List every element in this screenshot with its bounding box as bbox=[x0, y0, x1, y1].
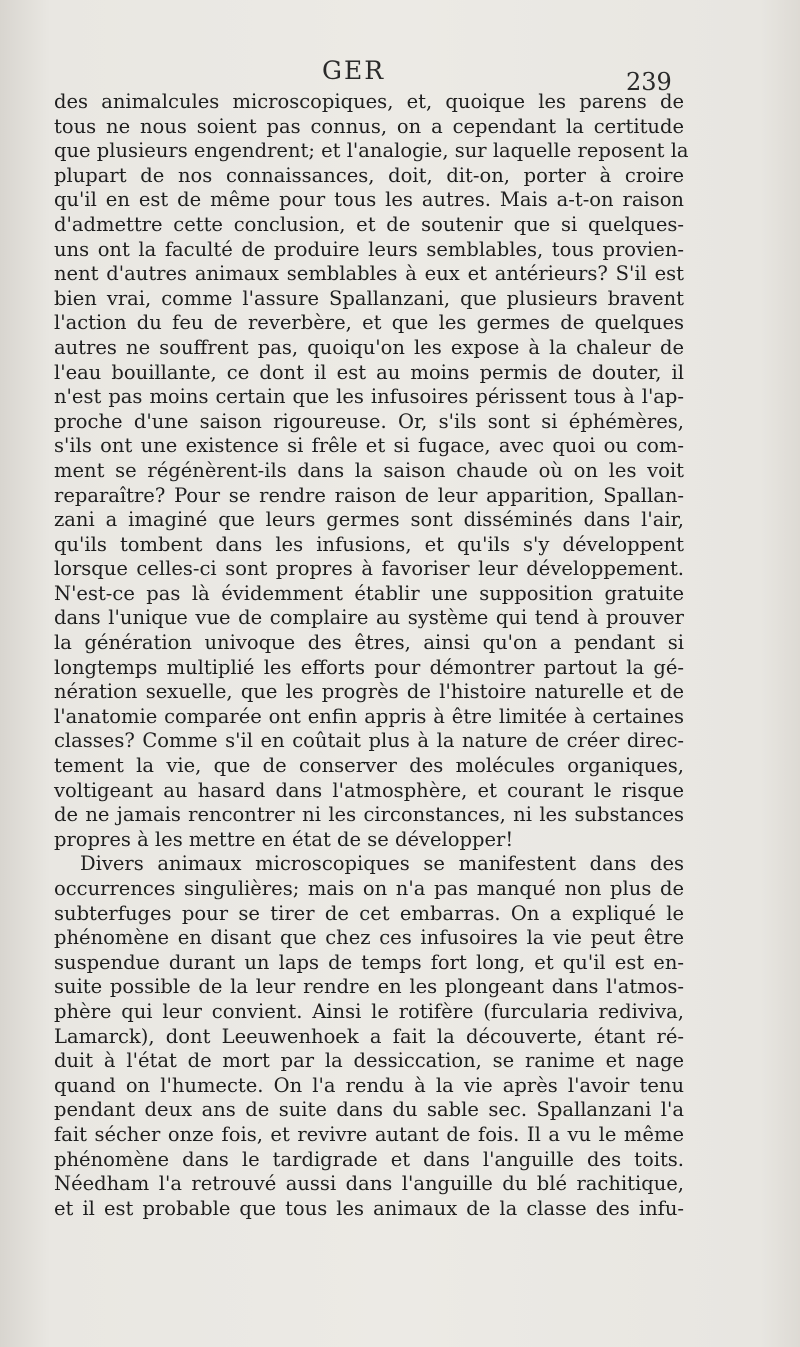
text-line: classes? Comme s'il en coûtait plus à la nature de créer direc- bbox=[54, 729, 684, 753]
text-line: suspendue durant un laps de temps fort long, et qu'il est en- bbox=[54, 950, 684, 974]
text-line: s'ils ont une existence si frêle et si fugace, avec quoi ou com- bbox=[54, 434, 684, 458]
text-line: qu'ils tombent dans les infusions, et qu'ils s'y développent bbox=[54, 532, 684, 556]
text-line: bien vrai, comme l'assure Spallanzani, que plusieurs bravent bbox=[54, 286, 684, 310]
text-line: nération sexuelle, que les progrès de l'histoire naturelle et de bbox=[54, 680, 684, 704]
text-line: l'eau bouillante, ce dont il est au moins permis de douter, il bbox=[54, 360, 684, 384]
body-text bbox=[54, 90, 689, 1221]
text-line: ment se régénèrent-ils dans la saison chaude où on les voit bbox=[54, 458, 684, 482]
text-line: phénomène dans le tardigrade et dans l'anguille des toits. bbox=[54, 1147, 684, 1171]
text-line: plupart de nos connaissances, doit, dit-on, porter à croire bbox=[54, 163, 684, 187]
text-line: Néedham l'a retrouvé aussi dans l'anguille du blé rachitique, bbox=[54, 1172, 684, 1196]
text-line: voltigeant au hasard dans l'atmosphère, et courant le risque bbox=[54, 778, 684, 802]
text-line: nent d'autres animaux semblables à eux et antérieurs? S'il est bbox=[54, 262, 684, 286]
text-line: que plusieurs engendrent; et l'analogie, sur laquelle reposent la bbox=[54, 139, 689, 163]
text-line: uns ont la faculté de produire leurs semblables, tous provien- bbox=[54, 237, 684, 261]
text-line: et il est probable que tous les animaux de la classe des infu- bbox=[54, 1196, 684, 1220]
text-line: lorsque celles-ci sont propres à favoriser leur développement. bbox=[54, 557, 684, 581]
text-line: occurrences singulières; mais on n'a pas manqué non plus de bbox=[54, 877, 684, 900]
text-line: pendant deux ans de suite dans du sable sec. Spallanzani l'a bbox=[54, 1098, 684, 1122]
text-line: la génération univoque des êtres, ainsi qu'on a pendant si bbox=[54, 631, 684, 655]
text-line: autres ne souffrent pas, quoiqu'on les expose à la chaleur de bbox=[54, 335, 684, 359]
text-line: tous ne nous soient pas connus, on a cependant la certitude bbox=[54, 114, 684, 138]
text-line: duit à l'état de mort par la dessiccation, se ranime et nage bbox=[54, 1049, 684, 1073]
text-line: d'admettre cette conclusion, et de soutenir que si quelques- bbox=[54, 212, 684, 236]
text-line: proche d'une saison rigoureuse. Or, s'ils sont si éphémères, bbox=[54, 409, 684, 433]
text-line: reparaître? Pour se rendre raison de leur apparition, Spallan- bbox=[54, 483, 684, 507]
text-line: n'est pas moins certain que les infusoires périssent tous à l'ap- bbox=[54, 385, 684, 409]
text-line: quand on l'humecte. On l'a rendu à la vie après l'avoir tenu bbox=[54, 1073, 684, 1097]
text-line: des animalcules microscopiques, et, quoique les parens de bbox=[54, 90, 684, 113]
text-line: propres à les mettre en état de se développer! bbox=[54, 827, 514, 851]
text-line: subterfuges pour se tirer de cet embarras. On a expliqué le bbox=[54, 901, 684, 925]
text-line: Divers animaux microscopiques se manifestent dans des bbox=[80, 852, 684, 876]
text-line: N'est-ce pas là évidemment établir une supposition gratuite bbox=[54, 581, 684, 605]
text-line: Lamarck), dont Leeuwenhoek a fait la découverte, étant ré- bbox=[54, 1024, 684, 1048]
text-line: qu'il en est de même pour tous les autres. Mais a-t-on raison bbox=[54, 188, 684, 212]
text-line: longtemps multiplié les efforts pour démontrer partout la gé- bbox=[54, 655, 684, 679]
text-line: de ne jamais rencontrer ni les circonstances, ni les substances bbox=[54, 803, 684, 827]
text-line: tement la vie, que de conserver des molécules organiques, bbox=[54, 754, 684, 778]
page-number: 239 bbox=[626, 68, 672, 96]
text-line: fait sécher onze fois, et revivre autant de fois. Il a vu le même bbox=[54, 1122, 684, 1146]
text-line: phénomène en disant que chez ces infusoires la vie peut être bbox=[54, 926, 684, 950]
text-line: l'anatomie comparée ont enfin appris à être limitée à certaines bbox=[54, 704, 684, 728]
text-line: suite possible de la leur rendre en les plongeant dans l'atmos- bbox=[54, 975, 684, 999]
text-line: l'action du feu de reverbère, et que les germes de quelques bbox=[54, 311, 684, 335]
running-head: GER bbox=[322, 56, 386, 85]
text-line: zani a imaginé que leurs germes sont disséminés dans l'air, bbox=[54, 508, 684, 532]
text-line: dans l'unique vue de complaire au système qui tend à prouver bbox=[54, 606, 684, 630]
text-line: phère qui leur convient. Ainsi le rotifère (furcularia redivivа, bbox=[54, 999, 684, 1023]
